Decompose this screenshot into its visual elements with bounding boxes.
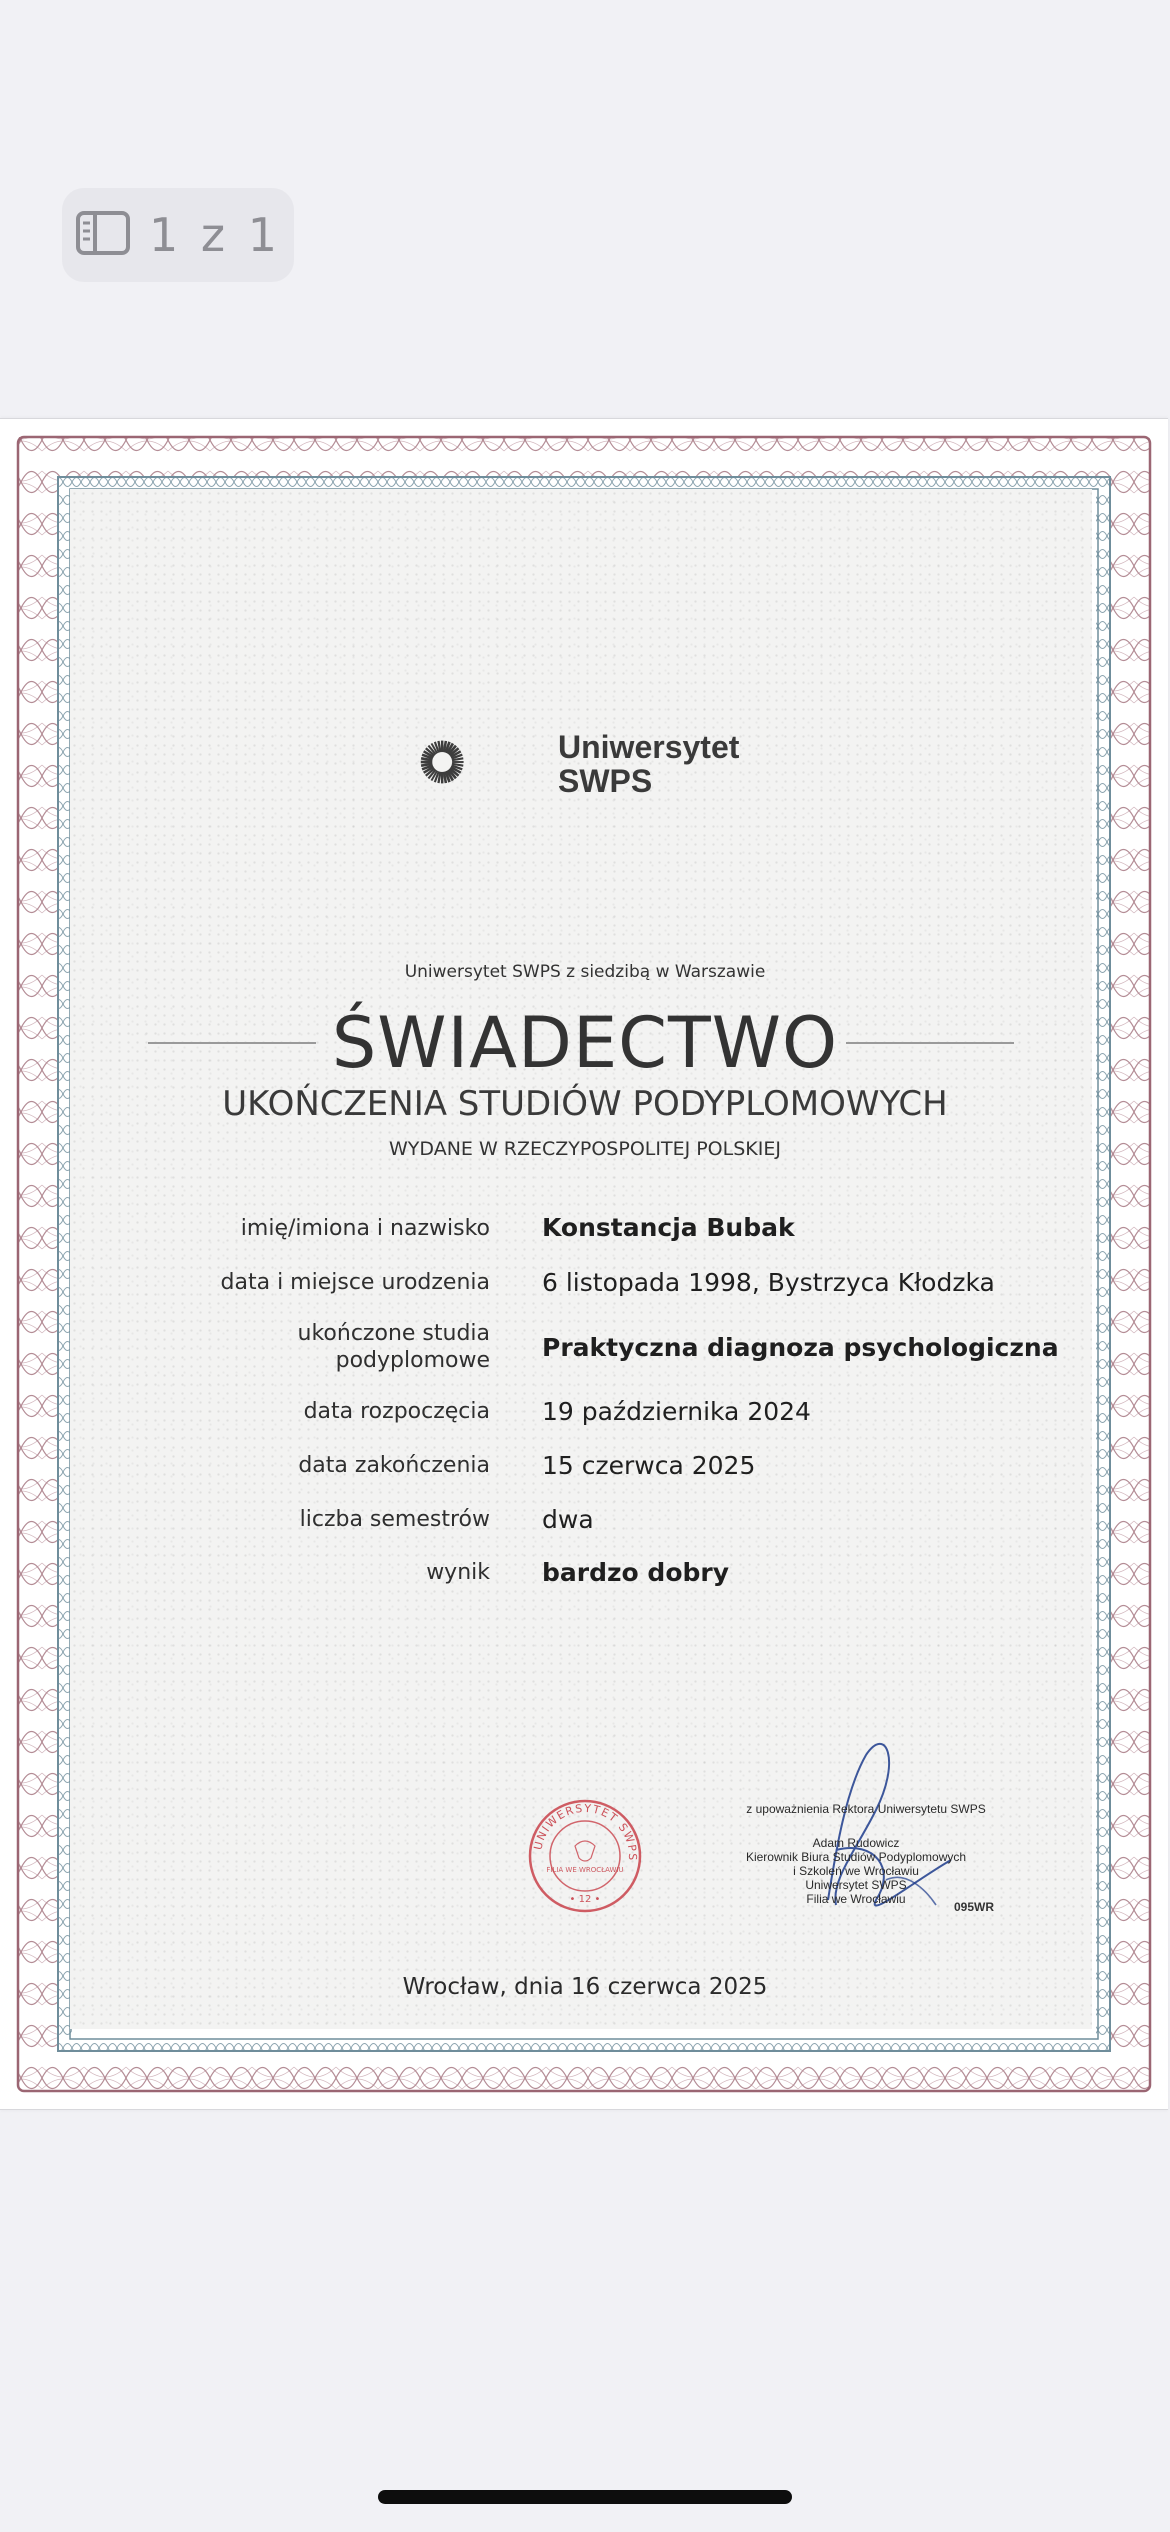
home-indicator[interactable]	[378, 2490, 792, 2504]
signatory-org-1: Uniwersytet SWPS	[805, 1878, 907, 1892]
field-value-semesters: dwa	[542, 1505, 594, 1534]
place-and-date: Wrocław, dnia 16 czerwca 2025	[402, 1974, 768, 2000]
field-label-name: imię/imiona i nazwisko	[240, 1216, 490, 1241]
logo-line-1: Uniwersytet	[558, 729, 740, 765]
issued-in: WYDANE W RZECZYPOSPOLITEJ POLSKIEJ	[389, 1138, 781, 1160]
field-value-birth: 6 listopada 1998, Bystrzyca Kłodzka	[542, 1268, 995, 1297]
field-value-start: 19 października 2024	[542, 1397, 811, 1426]
field-value-studies: Praktyczna diagnoza psychologiczna	[542, 1333, 1059, 1362]
sunburst-logo-icon	[420, 702, 550, 822]
signatory-role-2: i Szkoleń we Wrocławiu	[793, 1864, 919, 1878]
svg-text:• 12 •: • 12 •	[569, 1894, 601, 1905]
svg-text:UNIWERSYTET SWPS: UNIWERSYTET SWPS	[531, 1801, 640, 1862]
signature-authorization: z upoważnienia Rektora Uniwersytetu SWPS	[746, 1802, 986, 1816]
document-code: 095WR	[954, 1900, 995, 1914]
field-label-result: wynik	[426, 1560, 490, 1585]
field-label-studies: ukończone studia podyplomowe	[297, 1321, 490, 1373]
field-label-semesters: liczba semestrów	[299, 1507, 490, 1532]
field-label-end: data zakończenia	[298, 1453, 490, 1478]
logo-line-2: SWPS	[558, 763, 653, 799]
certificate-subtitle: UKOŃCZENIA STUDIÓW PODYPLOMOWYCH	[222, 1084, 948, 1124]
issuer-seat: Uniwersytet SWPS z siedzibą w Warszawie	[404, 962, 766, 982]
page-count-label: 1 z 1	[149, 208, 281, 262]
field-value-end: 15 czerwca 2025	[542, 1451, 756, 1480]
sidebar-icon	[75, 210, 131, 261]
logo-wordmark	[558, 730, 739, 798]
field-value-name: Konstancja Bubak	[542, 1213, 795, 1242]
signatory-role-1: Kierownik Biura Studiów Podyplomowych	[745, 1850, 967, 1864]
field-label-start: data rozpoczęcia	[303, 1399, 490, 1424]
field-label-birth: data i miejsce urodzenia	[220, 1270, 490, 1295]
university-seal-stamp	[527, 1798, 643, 1914]
field-value-result: bardzo dobry	[542, 1558, 730, 1587]
page-indicator[interactable]	[62, 188, 294, 282]
certificate-title: ŚWIADECTWO	[331, 1002, 839, 1084]
svg-text:FILIA WE WROCŁAWIU: FILIA WE WROCŁAWIU	[546, 1866, 624, 1874]
signatory-name: Adam Rudowicz	[812, 1836, 900, 1850]
signatory-org-2: Filia we Wrocławiu	[806, 1892, 906, 1906]
logo-center	[433, 752, 452, 771]
